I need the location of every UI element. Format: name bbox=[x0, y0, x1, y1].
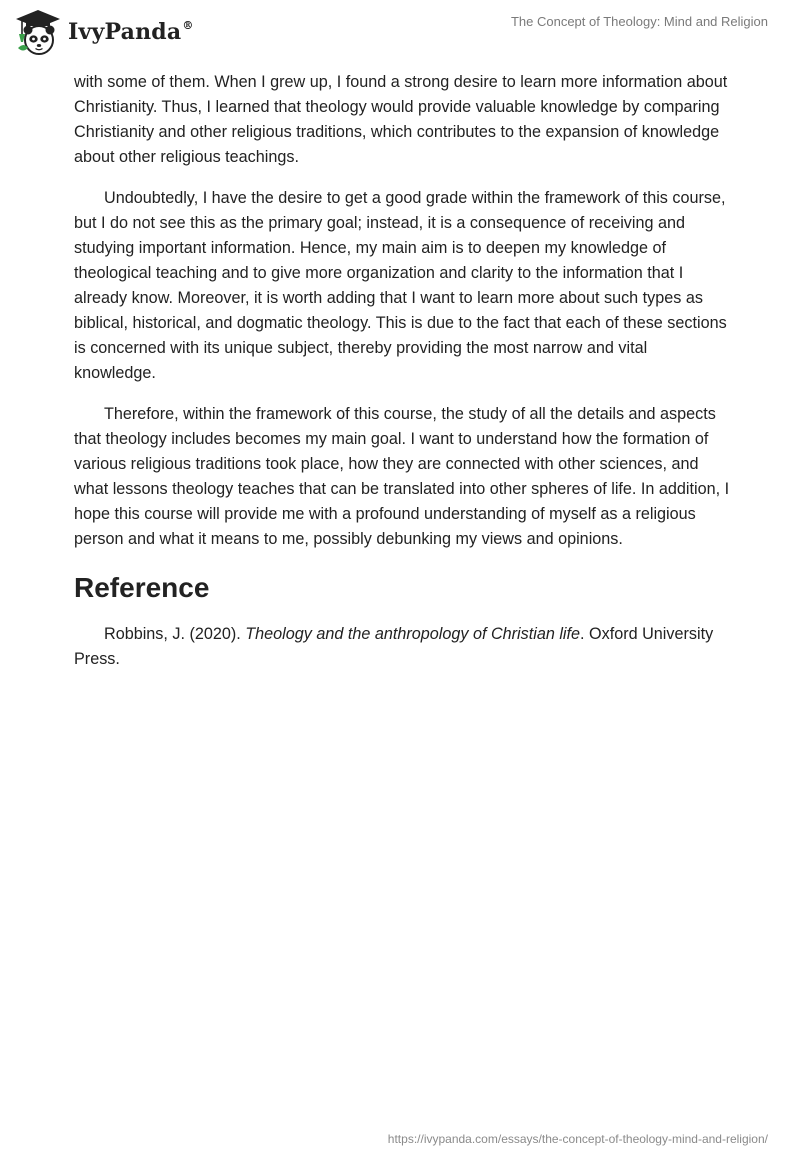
paragraph-continued: with some of them. When I grew up, I found a strong desire to learn more information about Christianity. Thus, I learned that theology would provide valuable knowledge by comparing Christianity and other religious traditions, which contributes to the expansion of knowledge about other religious teachings. bbox=[74, 73, 728, 166]
reference-title: Theology and the anthropology of Christian life bbox=[245, 625, 581, 643]
reference-author-year: Robbins, J. (2020). bbox=[104, 625, 246, 643]
paragraph: Undoubtedly, I have the desire to get a good grade within the framework of this course, but I do not see this as the primary goal; instead, it is a consequence of receiving and studying important information. Hence, my main aim is to deepen my knowledge of theological teaching and to give more organization and clarity to the information that I already know. Moreover, it is worth adding that I want to learn more about such types as biblical, historical, and dogmatic theology. This is due to the fact that each of these sections is concerned with its unique subject, thereby providing the most narrow and vital knowledge. bbox=[74, 189, 727, 382]
brand-name: IvyPanda® bbox=[68, 19, 194, 45]
essay-body bbox=[74, 70, 730, 688]
page-header bbox=[0, 0, 800, 70]
reference-publisher: . Oxford University Press. bbox=[74, 625, 714, 668]
ivypanda-logo[interactable] bbox=[14, 8, 194, 56]
source-url-link[interactable]: https://ivypanda.com/essays/the-concept-of-theology-mind-and-religion/ bbox=[387, 1132, 768, 1146]
paragraph: Therefore, within the framework of this course, the study of all the details and aspects that theology includes becomes my main goal. I want to understand how the formation of various religious traditions took place, how they are connected with other sciences, and what lessons theology teaches that can be translated into other spheres of life. In addition, I hope this course will provide me with a profound understanding of myself as a religious person and what it means to me, possibly debunking my views and opinions. bbox=[74, 405, 730, 548]
reference-entry bbox=[74, 622, 730, 672]
panda-graduate-icon bbox=[14, 8, 62, 56]
document-title: The Concept of Theology: Mind and Religion bbox=[510, 14, 768, 29]
registered-mark: ® bbox=[182, 19, 194, 32]
reference-heading: Reference bbox=[74, 572, 210, 603]
